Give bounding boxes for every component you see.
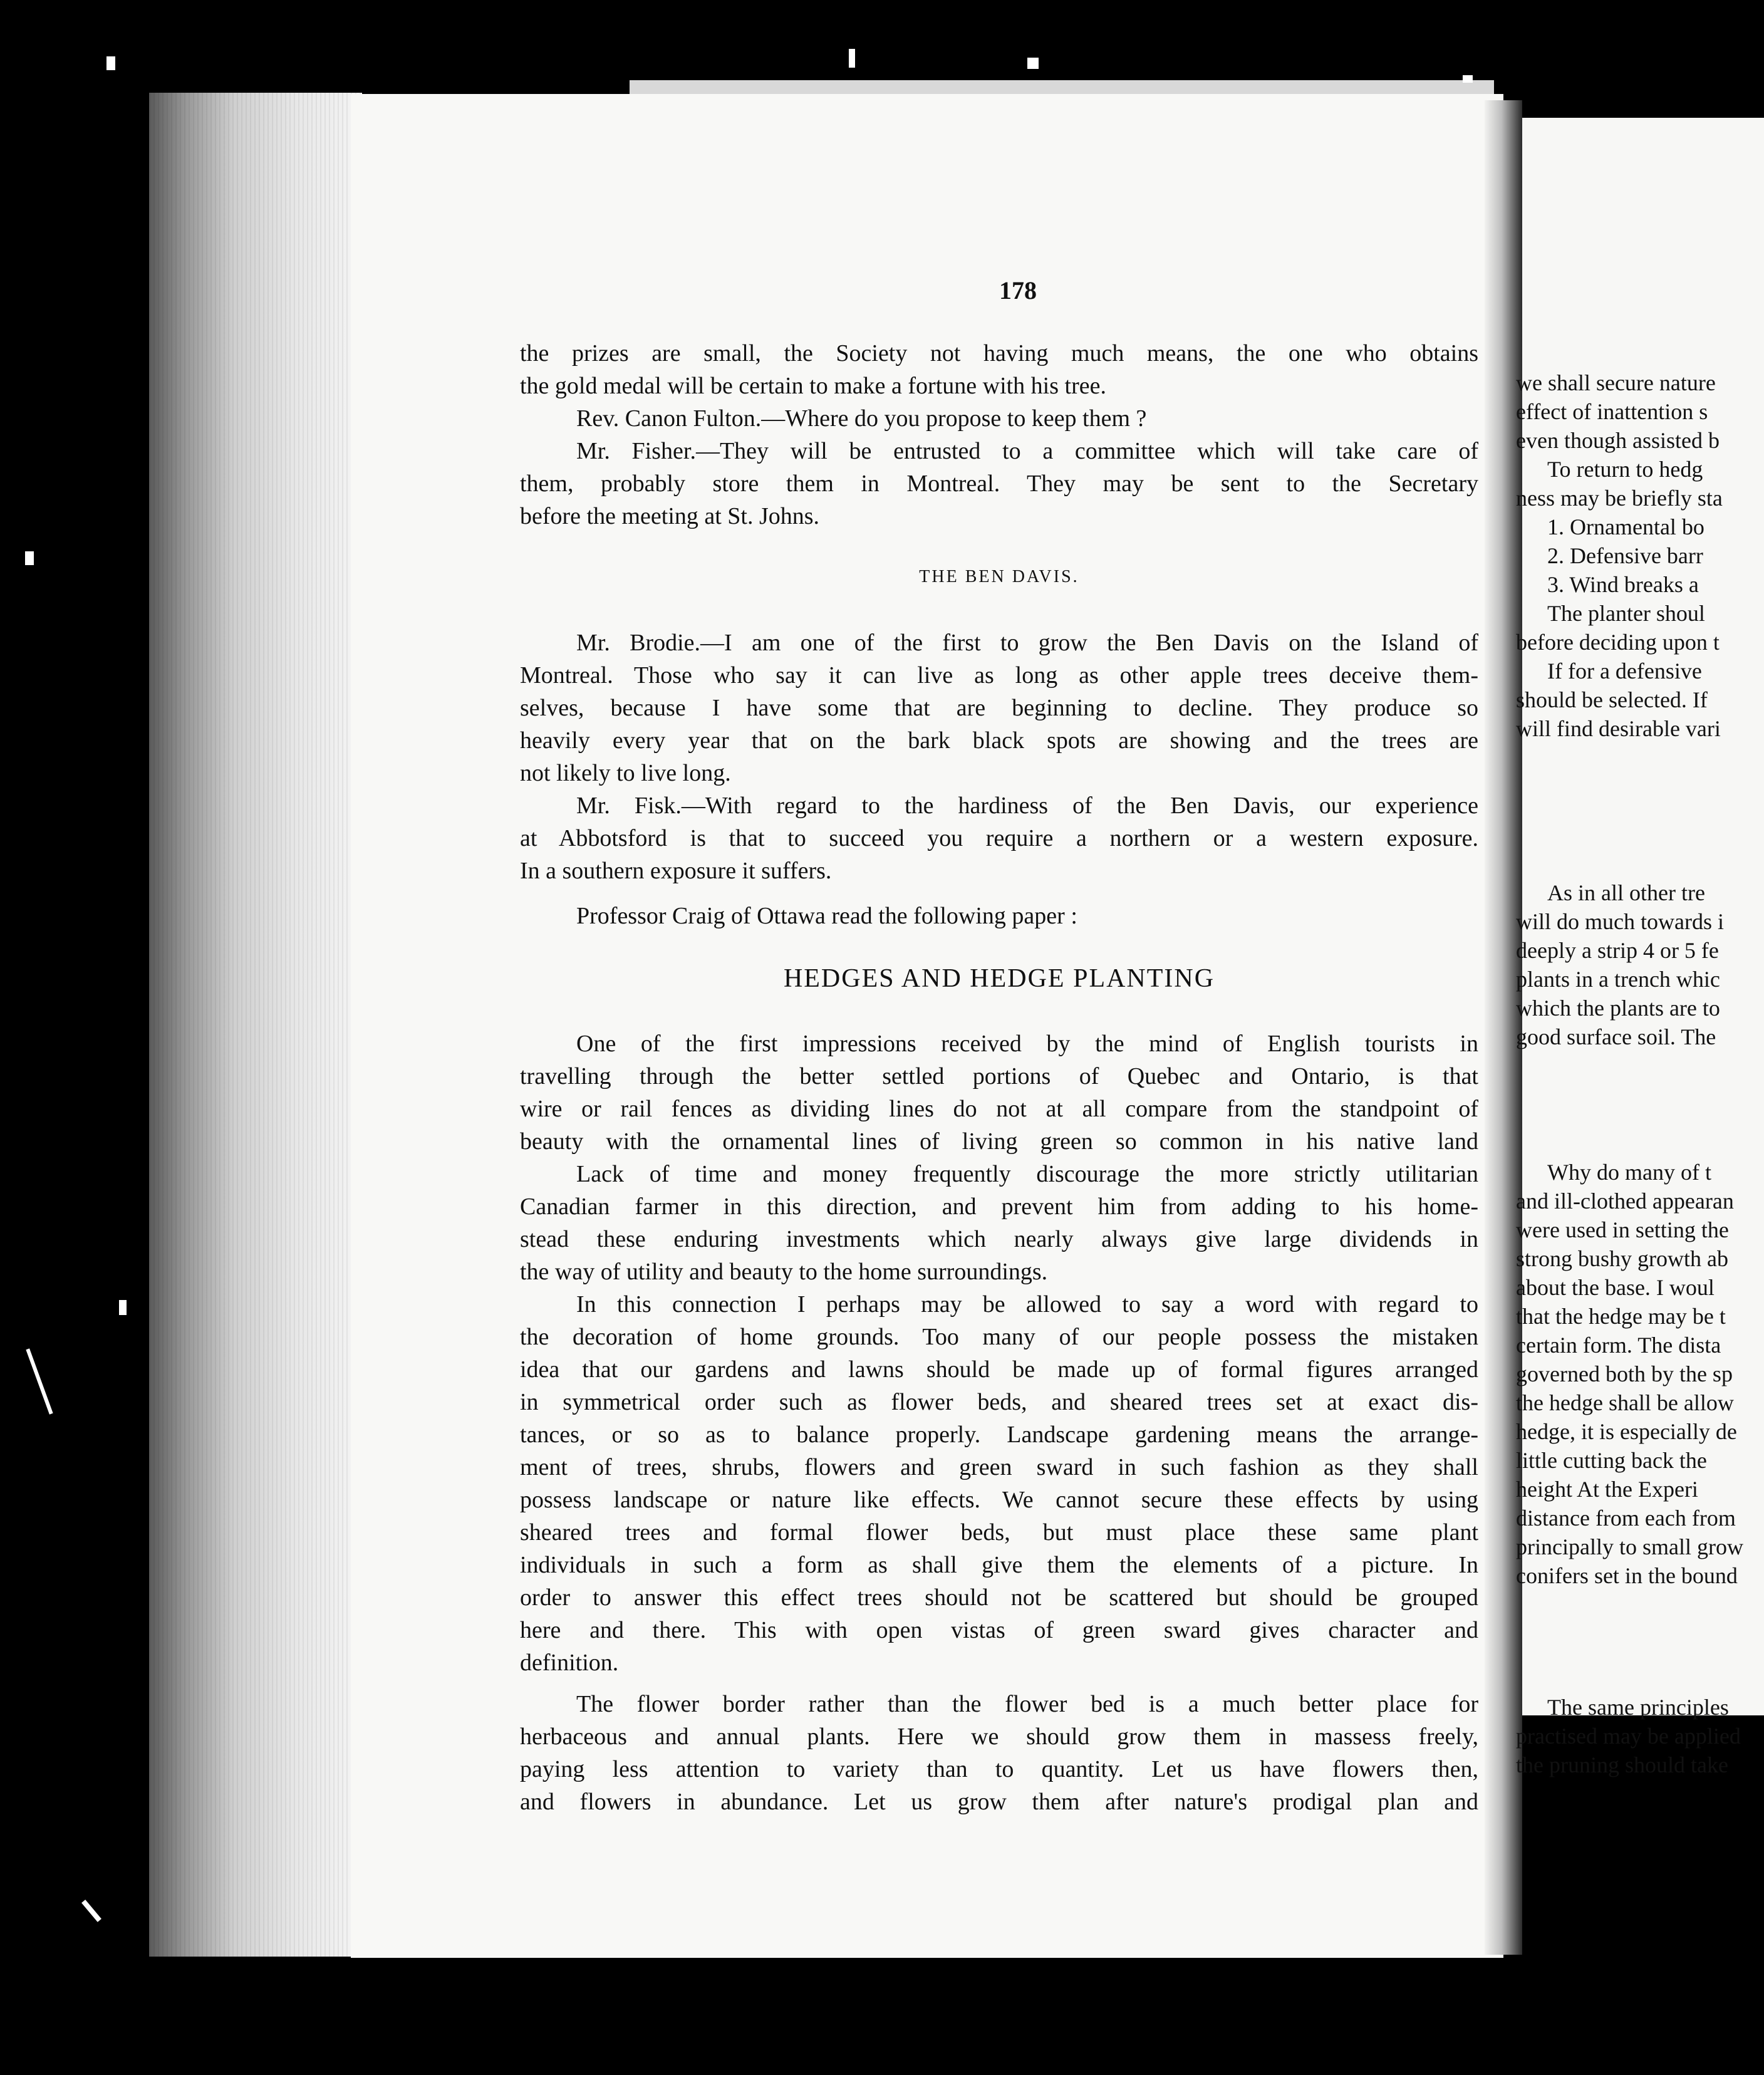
text-line: possess landscape or nature like effects. We cannot secure these effects by using [520, 1487, 1478, 1513]
text-line: before deciding upon t [1516, 630, 1720, 655]
text-line: idea that our gardens and lawns should be made up of formal figures arranged [520, 1356, 1478, 1383]
text-line: If for a defensive [1547, 658, 1702, 684]
text-line: the gold medal will be certain to make a fortune with his tree. [520, 373, 1106, 399]
section-heading: THE BEN DAVIS. [919, 567, 1079, 586]
text-line: Why do many of t [1547, 1160, 1711, 1185]
text-line: Rev. Canon Fulton.—Where do you propose to keep them ? [576, 405, 1147, 432]
text-line: were used in setting the [1516, 1217, 1729, 1242]
text-line: which the plants are to [1516, 996, 1720, 1021]
scan-speck [81, 1900, 101, 1922]
text-line: Canadian farmer in this direction, and prevent him from adding to his home- [520, 1194, 1478, 1220]
text-line: that the hedge may be t [1516, 1304, 1726, 1329]
scan-speck [26, 1348, 53, 1414]
text-line: hedge, it is especially de [1516, 1419, 1737, 1444]
text-line: strong bushy growth ab [1516, 1246, 1728, 1271]
text-line: at Abbotsford is that to succeed you require a northern or a western exposure. [520, 825, 1478, 851]
text-line: The flower border rather than the flower bed is a much better place for [576, 1691, 1478, 1717]
text-line: In a southern exposure it suffers. [520, 858, 832, 884]
text-line: The planter shoul [1547, 601, 1705, 626]
text-line: will do much towards i [1516, 909, 1724, 934]
text-line: To return to hedg [1547, 457, 1703, 482]
text-line: The same principles [1547, 1695, 1729, 1720]
text-line: Montreal. Those who say it can live as long as other apple trees deceive them- [520, 662, 1478, 689]
text-block-3 [520, 1027, 1478, 1818]
text-line: selves, because I have some that are beginning to decline. They produce so [520, 695, 1478, 721]
text-line: and ill-clothed appearan [1516, 1188, 1734, 1214]
text-line: beauty with the ornamental lines of living green so common in his native land [520, 1128, 1478, 1155]
text-line: Mr. Fisher.—They will be entrusted to a committee which will take care of [576, 438, 1478, 464]
text-line: not likely to live long. [520, 760, 731, 786]
text-line: In this connection I perhaps may be allowed to say a word with regard to [576, 1291, 1478, 1318]
scan-speck [106, 56, 115, 70]
text-line: distance from each from [1516, 1506, 1736, 1531]
text-line: the prizes are small, the Society not having much means, the one who obtains [520, 340, 1478, 367]
page-number: 178 [999, 276, 1037, 304]
text-line: sheared trees and formal flower beds, but must place these same plant [520, 1519, 1478, 1546]
text-line: principally to small grow [1516, 1534, 1743, 1559]
text-line: them, probably store them in Montreal. They may be sent to the Secretary [520, 471, 1478, 497]
text-line: in symmetrical order such as flower beds, and sheared trees set at exact dis- [520, 1389, 1478, 1415]
text-line: height At the Experi [1516, 1477, 1698, 1502]
text-block-1 [520, 337, 1478, 533]
text-line: the way of utility and beauty to the home surroundings. [520, 1259, 1048, 1285]
text-line: Mr. Brodie.—I am one of the first to grow the Ben Davis on the Island of [576, 630, 1478, 656]
text-line: ment of trees, shrubs, flowers and green sward in such fashion as they shall [520, 1454, 1478, 1480]
facing-page-text-4 [1516, 1693, 1764, 1779]
text-line: 3. Wind breaks a [1547, 572, 1699, 597]
text-line: stead these enduring investments which nearly always give large dividends in [520, 1226, 1478, 1252]
text-line: One of the first impressions received by the mind of English tourists in [576, 1031, 1478, 1057]
text-line: Professor Craig of Ottawa read the following paper : [576, 903, 1077, 929]
text-line: 1. Ornamental bo [1547, 514, 1704, 539]
text-line: should be selected. If [1516, 687, 1708, 712]
facing-page-text-1 [1516, 368, 1764, 743]
text-line: wire or rail fences as dividing lines do not at all compare from the standpoint of [520, 1096, 1478, 1122]
scan-speck [119, 1300, 127, 1315]
paper-title: HEDGES AND HEDGE PLANTING [783, 964, 1215, 993]
text-line: tances, or so as to balance properly. Landscape gardening means the arrange- [520, 1422, 1478, 1448]
text-line: and flowers in abundance. Let us grow them after nature's prodigal plan and [520, 1789, 1478, 1815]
text-line: will find desirable vari [1516, 716, 1721, 741]
text-line: about the base. I woul [1516, 1275, 1715, 1300]
text-line: individuals in such a form as shall give them the elements of a picture. In [520, 1552, 1478, 1578]
text-line: plants in a trench whic [1516, 967, 1720, 992]
text-line: effect of inattention s [1516, 399, 1708, 424]
text-line: heavily every year that on the bark black spots are showing and the trees are [520, 727, 1478, 754]
text-line: paying less attention to variety than to quantity. Let us have flowers then, [520, 1756, 1478, 1782]
text-line: the pruning should take [1516, 1752, 1728, 1777]
text-line: ness may be briefly sta [1516, 486, 1723, 511]
scan-speck [1463, 75, 1473, 83]
book-page-edges-texture [149, 93, 362, 1957]
text-line: governed both by the sp [1516, 1361, 1733, 1386]
facing-page-text-3 [1516, 1158, 1764, 1590]
text-line: practised may be applied [1516, 1724, 1741, 1749]
text-line: even though assisted b [1516, 428, 1720, 453]
scan-speck [25, 551, 34, 565]
text-line: good surface soil. The [1516, 1024, 1716, 1049]
text-block-2 [520, 627, 1478, 932]
text-line: Lack of time and money frequently discourage the more strictly utilitarian [576, 1161, 1478, 1187]
text-line: deeply a strip 4 or 5 fe [1516, 938, 1719, 963]
text-line: conifers set in the bound [1516, 1563, 1738, 1588]
text-line: the decoration of home grounds. Too many of our people possess the mistaken [520, 1324, 1478, 1350]
facing-page-text-2 [1516, 878, 1764, 1051]
text-line: Mr. Fisk.—With regard to the hardiness of the Ben Davis, our experience [576, 793, 1478, 819]
text-line: before the meeting at St. Johns. [520, 503, 820, 529]
text-line: here and there. This with open vistas of green sward gives character and [520, 1617, 1478, 1643]
text-line: little cutting back the [1516, 1448, 1707, 1473]
text-line: travelling through the better settled portions of Quebec and Ontario, is that [520, 1063, 1478, 1090]
scan-speck [849, 49, 855, 68]
text-line: definition. [520, 1650, 619, 1676]
text-line: we shall secure nature [1516, 370, 1716, 395]
text-line: order to answer this effect trees should not be scattered but should be grouped [520, 1584, 1478, 1611]
text-line: 2. Defensive barr [1547, 543, 1703, 568]
text-line: herbaceous and annual plants. Here we should grow them in massess freely, [520, 1724, 1478, 1750]
text-line: certain form. The dista [1516, 1333, 1721, 1358]
scan-speck [1027, 58, 1039, 69]
text-line: the hedge shall be allow [1516, 1390, 1734, 1415]
text-line: As in all other tre [1547, 880, 1705, 905]
